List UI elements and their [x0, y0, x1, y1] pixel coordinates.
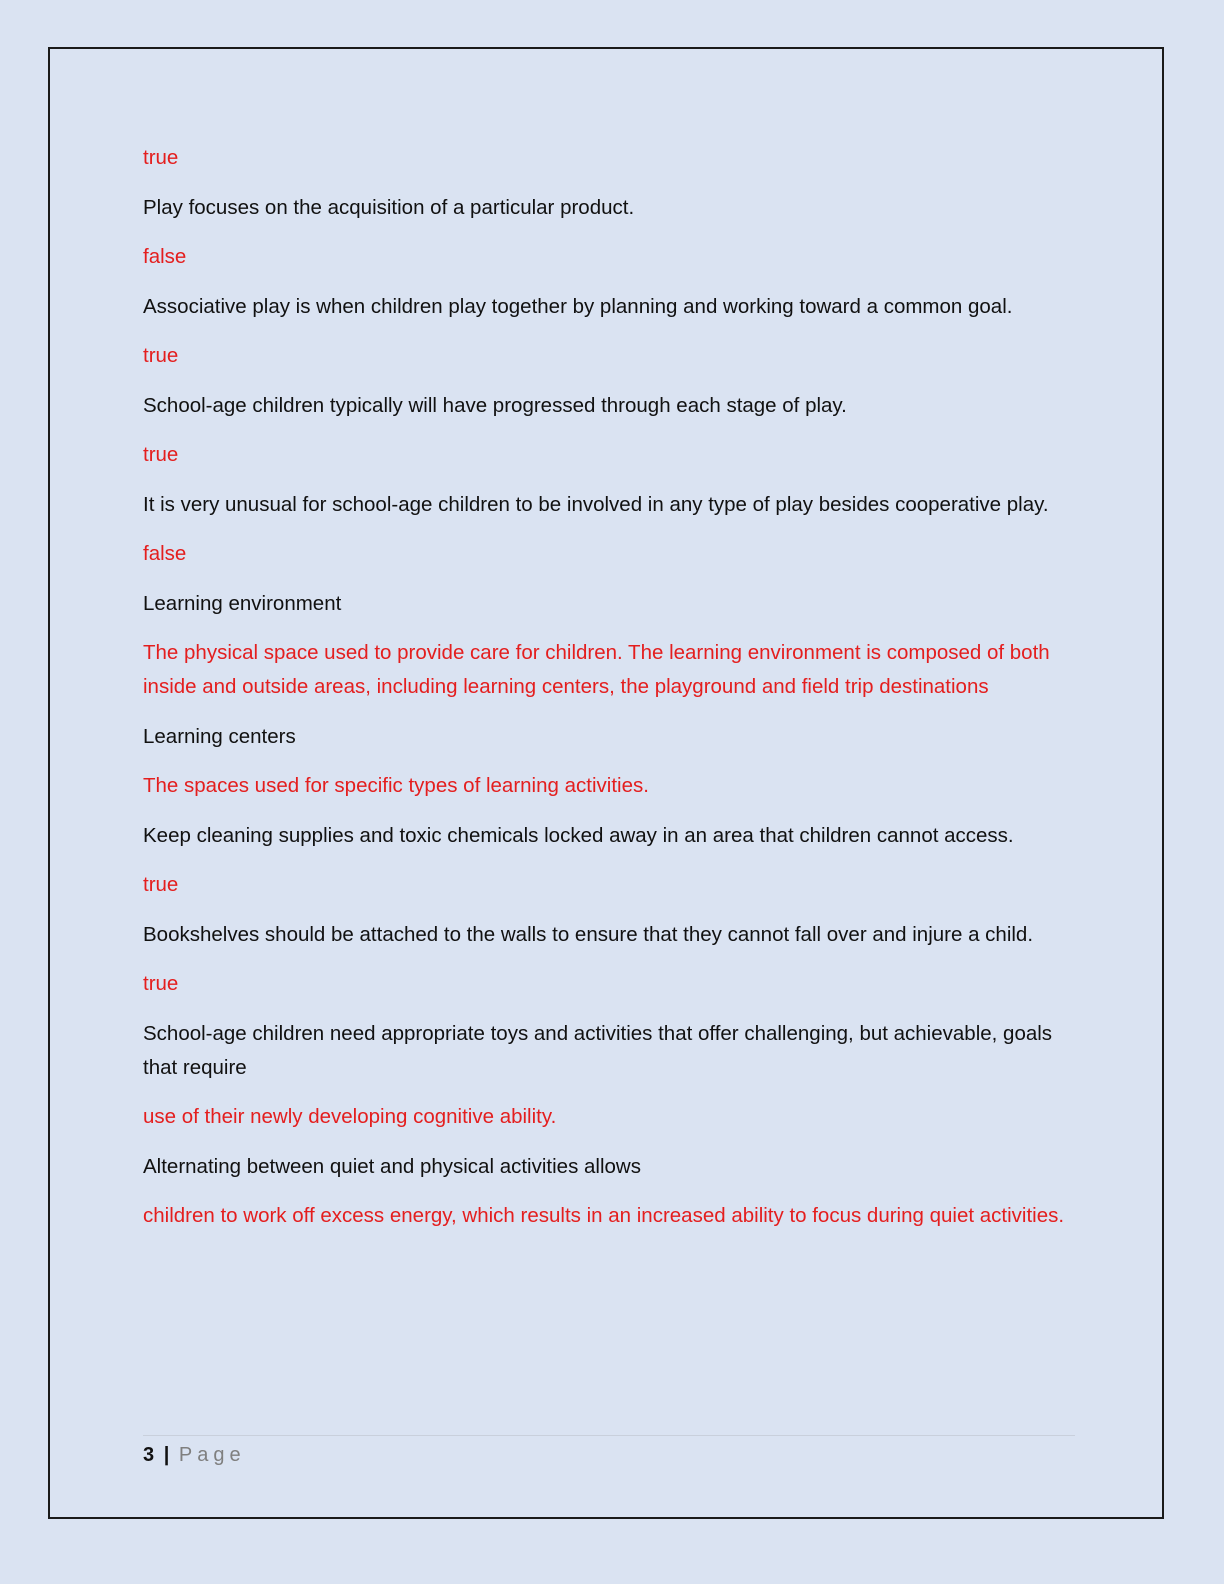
question-text: Alternating between quiet and physical activities allows [143, 1154, 641, 1178]
answer-text: use of their newly developing cognitive ability. [143, 1105, 557, 1128]
answer-text: true [143, 873, 179, 896]
page-number: 3 [143, 1444, 155, 1466]
question-text: Keep cleaning supplies and toxic chemicals locked away in an area that children cannot access. [143, 823, 1014, 847]
question-text: Learning centers [143, 724, 296, 748]
question-text: School-age children typically will have progressed through each stage of play. [143, 393, 847, 417]
answer-text: The spaces used for specific types of learning activities. [143, 774, 649, 797]
question-text: School-age children need appropriate toys and activities that offer challenging, but achievable, goals that require [143, 1021, 1053, 1079]
question-text: Associative play is when children play together by planning and working toward a common goal. [143, 294, 1013, 318]
page-separator: | [163, 1444, 170, 1466]
answer-text: true [143, 972, 179, 995]
answer-text: true [143, 146, 179, 169]
page-footer [143, 1435, 1075, 1470]
answer-text: true [143, 443, 179, 466]
page-label: Page [178, 1444, 246, 1466]
answer-text: The physical space used to provide care for children. The learning environment is composed of both inside and outside areas, including learning centers, the playground and field trip destinations [143, 641, 1050, 698]
question-text: Learning environment [143, 591, 342, 615]
question-text: Play focuses on the acquisition of a particular product. [143, 195, 635, 219]
answer-text: children to work off excess energy, which results in an increased ability to focus during quiet activities. [143, 1204, 1065, 1227]
document-body [143, 141, 1078, 1249]
answer-text: false [143, 542, 187, 565]
answer-text: true [143, 344, 179, 367]
question-text: It is very unusual for school-age children to be involved in any type of play besides cooperative play. [143, 492, 1049, 516]
question-text: Bookshelves should be attached to the walls to ensure that they cannot fall over and injure a child. [143, 922, 1034, 946]
answer-text: false [143, 245, 187, 268]
